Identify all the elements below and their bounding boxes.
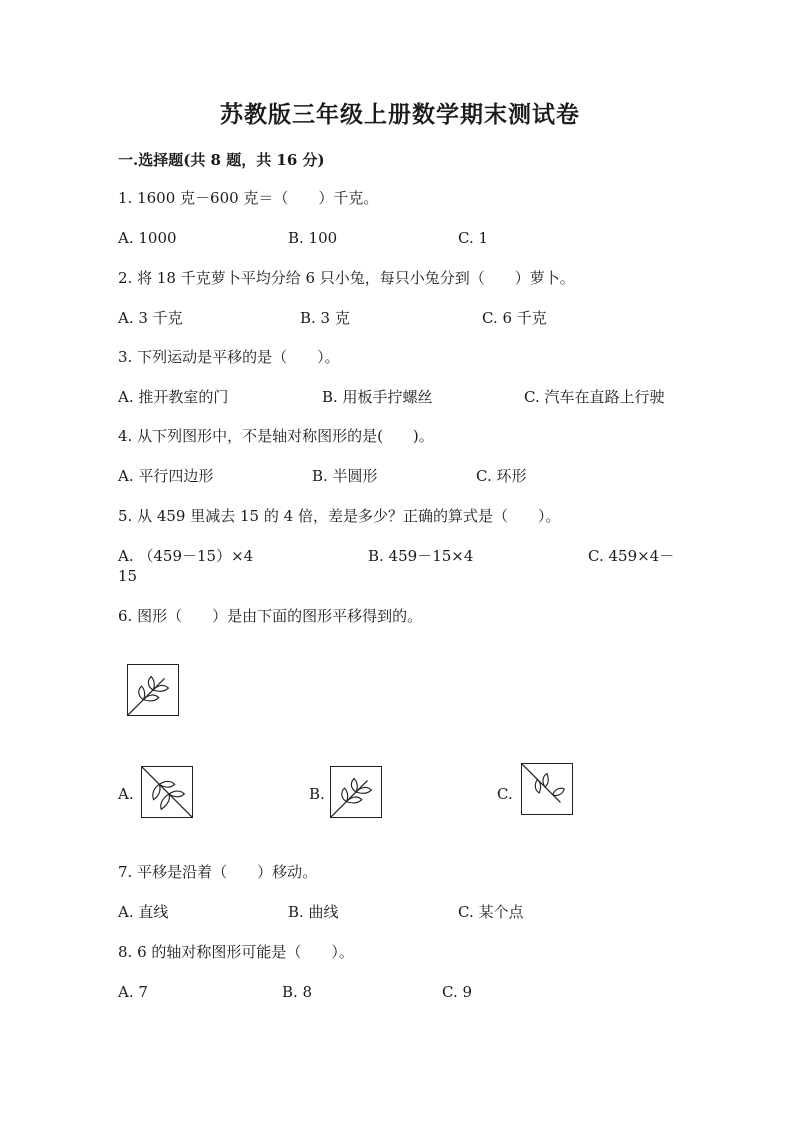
question-3: 3. 下列运动是平移的是（ ）。	[118, 348, 340, 366]
question-6: 6. 图形（ ）是由下面的图形平移得到的。	[118, 607, 423, 625]
q6-reference-figure	[127, 664, 179, 716]
q4-option-b[interactable]: B. 半圆形	[312, 467, 378, 485]
branch-icon	[522, 764, 572, 814]
section-heading: 一.选择题(共 8 题，共 16 分)	[118, 151, 325, 169]
q1-option-c[interactable]: C. 1	[458, 229, 489, 247]
branch-icon	[331, 767, 381, 817]
q5-option-c[interactable]: C. 459×4－	[588, 547, 675, 565]
question-2: 2. 将 18 千克萝卜平均分给 6 只小兔，每只小兔分到（ ）萝卜。	[118, 269, 575, 287]
question-5: 5. 从 459 里减去 15 的 4 倍，差是多少？正确的算式是（ ）。	[118, 507, 561, 525]
q3-option-c[interactable]: C. 汽车在直路上行驶	[524, 388, 665, 406]
q6-option-b[interactable]: B.	[309, 785, 325, 803]
question-1: 1. 1600 克－600 克＝（ ）千克。	[118, 189, 379, 207]
q6-option-c[interactable]: C.	[497, 785, 513, 803]
q3-option-a[interactable]: A. 推开教室的门	[118, 388, 229, 406]
question-4: 4. 从下列图形中，不是轴对称图形的是( )。	[118, 427, 434, 445]
q5-option-b[interactable]: B. 459－15×4	[368, 547, 474, 565]
question-7: 7. 平移是沿着（ ）移动。	[118, 863, 318, 881]
page-title: 苏教版三年级上册数学期末测试卷	[220, 101, 580, 128]
q7-option-a[interactable]: A. 直线	[118, 903, 169, 921]
q4-option-c[interactable]: C. 环形	[476, 467, 527, 485]
q2-option-c[interactable]: C. 6 千克	[482, 309, 547, 327]
branch-icon	[142, 767, 192, 817]
q6-option-b-figure[interactable]	[330, 766, 382, 818]
question-8: 8. 6 的轴对称图形可能是（ ）。	[118, 943, 354, 961]
q6-option-c-figure[interactable]	[521, 763, 573, 815]
q6-option-a[interactable]: A.	[118, 785, 134, 803]
q5-option-c-wrap: 15	[118, 567, 138, 585]
branch-icon	[128, 665, 178, 715]
q1-option-b[interactable]: B. 100	[288, 229, 338, 247]
q3-option-b[interactable]: B. 用板手拧螺丝	[322, 388, 433, 406]
q1-option-a[interactable]: A. 1000	[118, 229, 177, 247]
q7-option-b[interactable]: B. 曲线	[288, 903, 339, 921]
q8-option-c[interactable]: C. 9	[442, 983, 473, 1001]
q8-option-a[interactable]: A. 7	[118, 983, 148, 1001]
q6-option-a-figure[interactable]	[141, 766, 193, 818]
q7-option-c[interactable]: C. 某个点	[458, 903, 524, 921]
q4-option-a[interactable]: A. 平行四边形	[118, 467, 214, 485]
q2-option-a[interactable]: A. 3 千克	[118, 309, 183, 327]
q5-option-a[interactable]: A. （459－15）×4	[118, 547, 254, 565]
q8-option-b[interactable]: B. 8	[282, 983, 313, 1001]
q2-option-b[interactable]: B. 3 克	[300, 309, 350, 327]
